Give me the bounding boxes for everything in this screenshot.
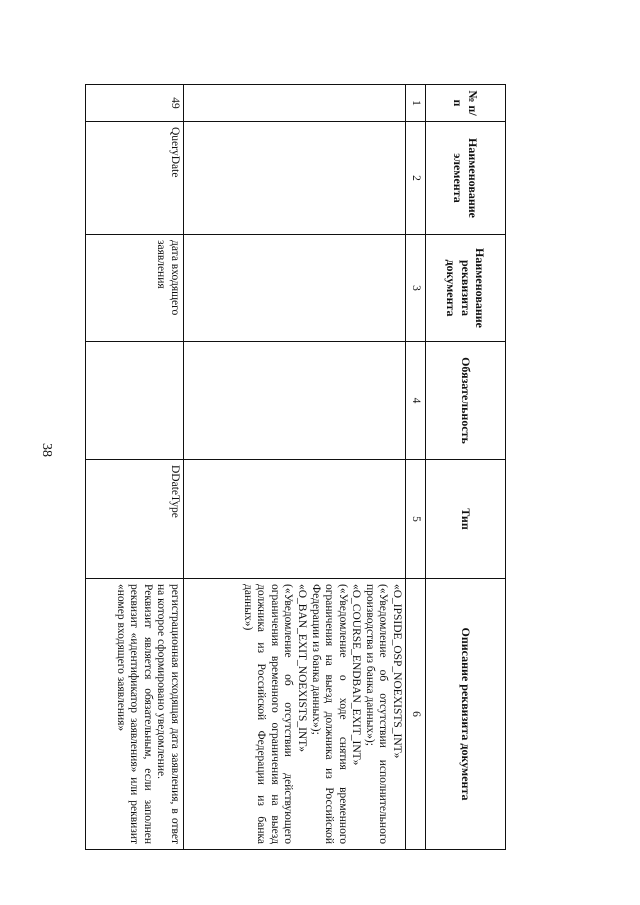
table-row [86,85,184,850]
column-number: 5 [406,460,426,579]
column-number: 1 [406,85,426,122]
description-line: «O_BAN_EXIT_NOEXISTS_INT» [296,584,309,753]
description-line: Реквизит является обязательным, если заполнен реквизит «идентификатор заявления» или реквизит «номер входящего заявления» [114,584,154,844]
cell-type [184,460,406,579]
column-number: 4 [406,342,426,460]
column-number: 3 [406,235,426,342]
cell-element: QueryDate [86,122,184,235]
table-header-row [426,85,506,850]
cell-requisite-name: дата входящего заявления [86,235,184,342]
header-num: № п/п [426,85,506,122]
description-line: («Уведомление о ходе снятия временного ограничения на выезд должника из Российской Федерации из банка данных»); [309,584,349,844]
column-number: 6 [406,579,426,850]
cell-description [86,579,184,850]
column-number-row [406,85,426,850]
header-type: Тип [426,460,506,579]
column-number: 2 [406,122,426,235]
cell-requisite-name [184,235,406,342]
rotated-table-container [86,84,506,849]
description-line: «O_COURSE_ENDBAN_EXIT_INT» [350,584,363,766]
cell-description [184,579,406,850]
description-line: «O_IPSIDE_OSP_NOEXISTS_INT» [391,584,403,759]
page-number: 38 [39,443,54,457]
description-line: («Уведомление об отсутствии действующего ограничения временного ограничения на выезд должника из Российской Федерации из банка данных») [241,584,295,844]
header-description: Описание реквизита документа [426,579,506,850]
table-row [184,85,406,850]
header-required: Обязательность [426,342,506,460]
cell-num: 49 [86,85,184,122]
description-line: регистрационная исходящая дата заявления, в ответ на которое сформировано уведомление. [155,584,181,844]
cell-type: DDateType [86,460,184,579]
requisites-table [85,84,506,850]
cell-required [86,342,184,460]
description-line: («Уведомление об отсутствии исполнительного производства из банка данных»); [363,584,390,844]
cell-required [184,342,406,460]
cell-element [184,122,406,235]
header-requisite-name: Наименование реквизита документа [426,235,506,342]
header-element: Наименование элемента [426,122,506,235]
cell-num [184,85,406,122]
